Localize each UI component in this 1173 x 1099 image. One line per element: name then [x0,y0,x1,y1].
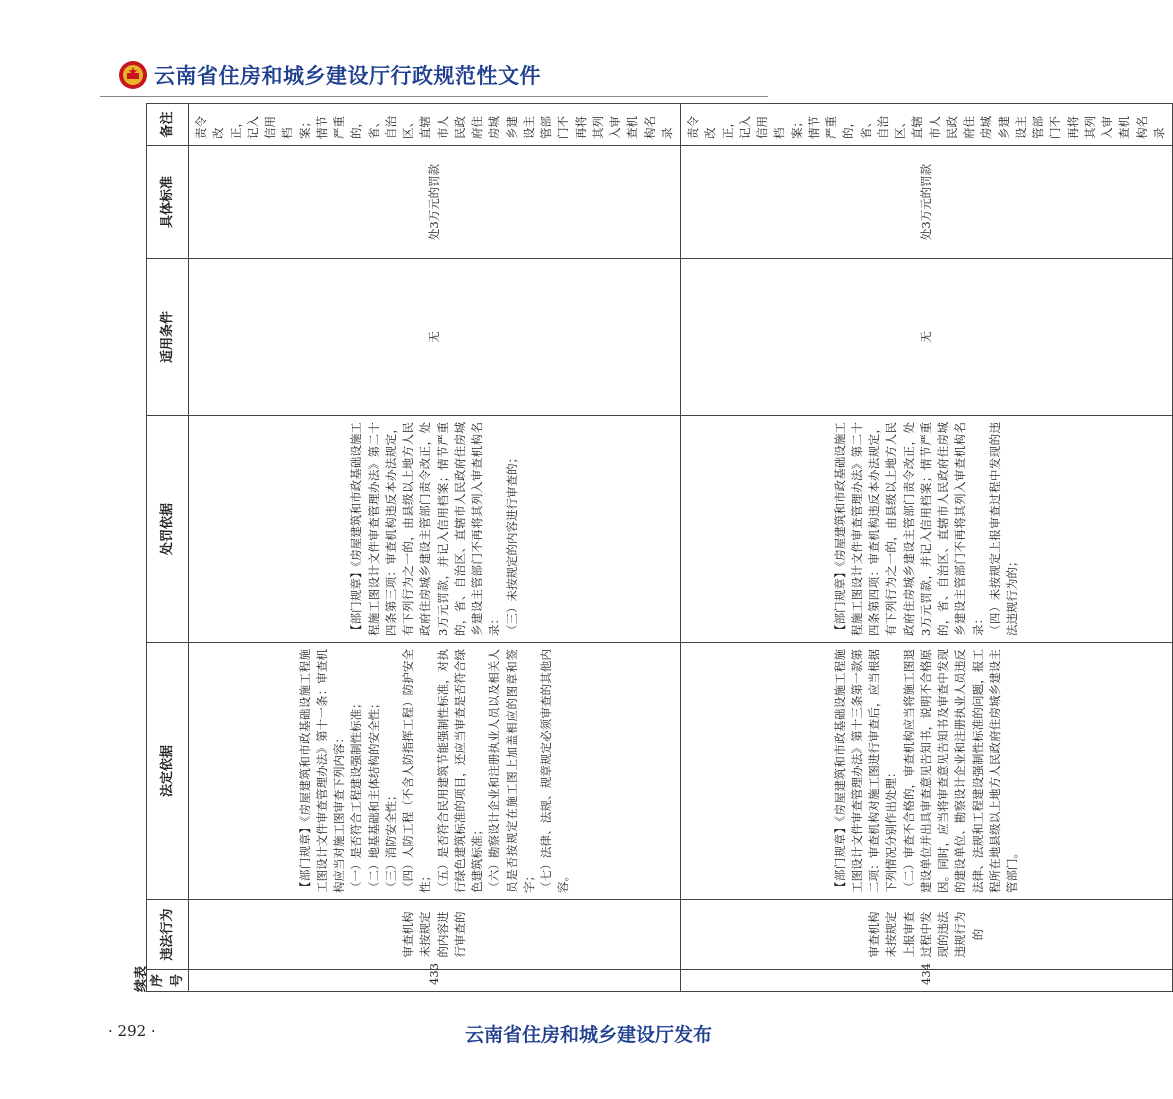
header-cell-standard: 具体标准 [147,146,189,259]
violation-cell: 审查机构未按规定的内容进行审查的 [189,900,681,970]
header-cell-remarks: 备注 [147,104,189,146]
publisher-label: 云南省住房和城乡建设厅发布 [464,1024,712,1046]
document-header [118,58,541,92]
page-number: · 292 · [108,1022,156,1040]
table-row [681,104,1173,992]
table-row [189,104,681,992]
legal-basis-cell: 【部门规章】《房屋建筑和市政基础设施工程施工图设计文件审查管理办法》第十一条：审查机构应当对施工图审查下列内容： （一）是否符合工程建设强制性标准； （二）地基基础和主体结构的安全性； （三）消防安全性； （四）人防工程（不含人防指挥工程）防护安全性； （五）是否符合民用建筑节能强制性标准，对执行绿色建筑标准的项目，还应当审查是否符合绿色建筑标准； （六）勘察设计企业和注册执业人员以及相关人员是否按规定在施工图上加盖相应的图章和签字； （七）法律、法规、规章规定必须审查的其他内容。 [189,643,681,900]
remarks-cell: 责令改正，记入信用档案；情节严重的，省、自治区、直辖市人民政府住房城乡建设主管部门不再将其列入审查机构名录 [681,104,1173,146]
header-title: 云南省住房和城乡建设厅行政规范性文件 [154,64,541,88]
header-cell-condition: 适用条件 [147,259,189,416]
header-cell-violation: 违法行为 [147,900,189,970]
penalty-table [146,103,1173,992]
row-number: 434 [681,970,1173,992]
rotated-table-container [130,104,1166,992]
continued-label: 续表 [134,965,149,992]
table-header-row [147,104,189,992]
header-divider [100,96,768,97]
standard-cell: 处3万元的罚款 [189,146,681,259]
header-cell-number: 序号 [147,970,189,992]
table-area [130,104,1166,992]
header-cell-penalty-basis: 处罚依据 [147,416,189,643]
header-cell-legal-basis: 法定依据 [147,643,189,900]
row-number: 433 [189,970,681,992]
penalty-basis-cell: 【部门规章】《房屋建筑和市政基础设施工程施工图设计文件审查管理办法》第二十四条第三项：审查机构违反本办法规定，有下列行为之一的，由县级以上地方人民政府住房城乡建设主管部门责令改正，处3万元罚款，并记入信用档案；情节严重的，省、自治区、直辖市人民政府住房城乡建设主管部门不再将其列入审查机构名录： （三）未按规定的内容进行审查的； [189,416,681,643]
condition-cell: 无 [189,259,681,416]
remarks-cell: 责令改正，记入信用档案；情节严重的，省、自治区、直辖市人民政府住房城乡建设主管部门不再将其列入审查机构名录 [189,104,681,146]
violation-cell: 审查机构未按规定上报审查过程中发现的违法违规行为的 [681,900,1173,970]
penalty-basis-cell: 【部门规章】《房屋建筑和市政基础设施工程施工图设计文件审查管理办法》第二十四条第四项：审查机构违反本办法规定，有下列行为之一的，由县级以上地方人民政府住房城乡建设主管部门责令改正，处3万元罚款，并记入信用档案；情节严重的，省、自治区、直辖市人民政府住房城乡建设主管部门不再将其列入审查机构名录： （四）未按规定上报审查过程中发现的违法违规行为的； [681,416,1173,643]
legal-basis-cell: 【部门规章】《房屋建筑和市政基础设施工程施工图设计文件审查管理办法》第十三条第一款第二项：审查机构对施工图进行审查后，应当根据下列情况分别作出处理： （二）审查不合格的，审查机构应当将施工图退建设单位并出具审查意见告知书，说明不合格原因。同时，应当将审查意见告知书及审查中发现的建设单位、勘察设计企业和注册执业人员违反法律、法规和工程建设强制性标准的问题，报工程所在地县级以上地方人民政府住房城乡建设主管部门。 [681,643,1173,900]
standard-cell: 处3万元的罚款 [681,146,1173,259]
condition-cell: 无 [681,259,1173,416]
national-emblem-icon [118,60,148,90]
